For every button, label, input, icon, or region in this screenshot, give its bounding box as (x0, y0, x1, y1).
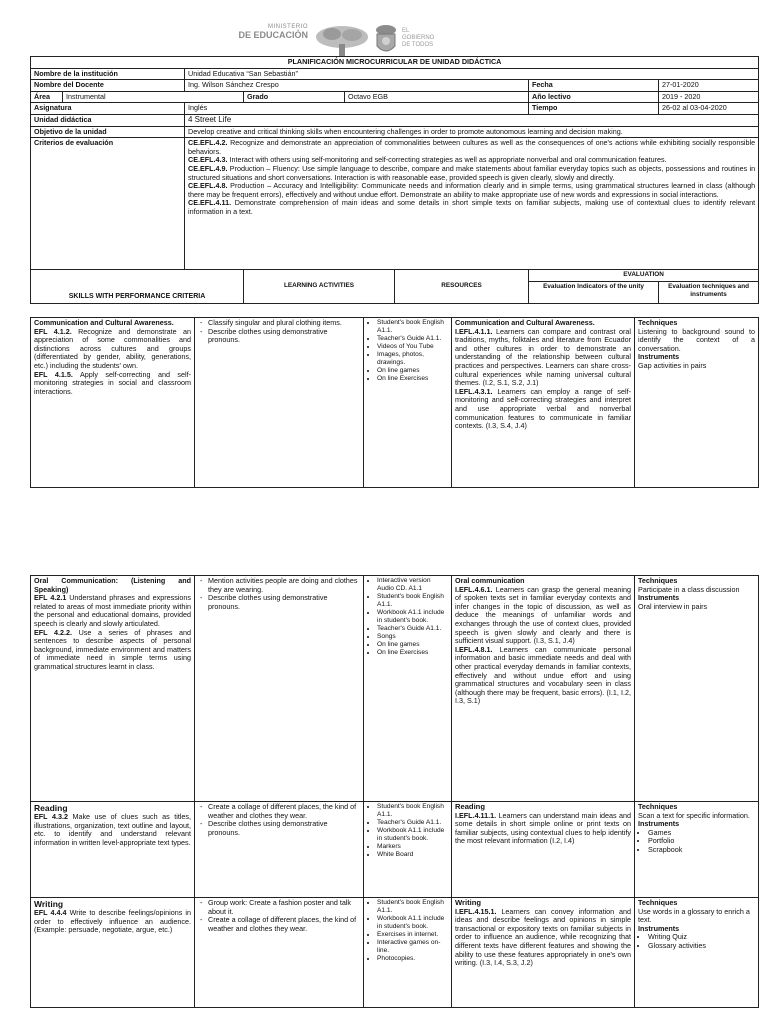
activities-cell (195, 576, 364, 802)
skills-cell: Communication and Cultural Awareness. EFL 4.1.2. Recognize and demonstrate an appreciation of some commonalities and distinctions across cultures and groups (differentiated by gender, ability, generations, etc.) including the students' own. EFL 4.1.5. Apply self-correcting and self-monitoring strategies in social and classroom interactions. (31, 318, 195, 488)
resource-item: • Teacher's Guide A1.1. (377, 819, 448, 827)
docente-value: Ing. Wilson Sánchez Crespo (185, 80, 529, 92)
skills-cell: Oral Communication: (Listening and Speaking) EFL 4.2.1 Understand phrases and expressions related to areas of most immediate priority within the personal and educational domains, provided speech is clearly and slowly articulated. EFL 4.2.2. Use a series of phrases and sentences to describe aspects of personal background, immediate environment and matters of immediate need in simple terms using grammatical structures learnt in class. (31, 576, 195, 802)
col-header-activities: LEARNING ACTIVITIES (244, 270, 395, 304)
activity-item: - Classify singular and plural clothing items. (208, 319, 360, 328)
instrument-item: • Scrapbook (648, 846, 755, 855)
criterio-item: CE.EFL.4.3. Interact with others using self-monitoring and self-correcting strategies as well as appropriate nonverbal and oral communication features. (188, 155, 667, 165)
gobierno-logo: EL GOBIERNO DE TODOS (402, 28, 435, 48)
instrument-item: • Games (648, 829, 755, 838)
unidad-value: 4 Street Life (185, 114, 759, 126)
techniques-cell: Techniques Participate in a class discussion Instruments Oral interview in pairs (635, 576, 759, 802)
resources-cell (364, 576, 452, 802)
resource-item: • Workbook A1.1 include in student's book. (377, 827, 448, 843)
criterio-item: CE.EFL.4.9. Production – Fluency: Use simple language to describe, compare and make statements about familiar everyday topics such as objects, possessions and routines in structured situations and short conversations. Interaction is with reasonable ease, provided speech is given clearly, slowly and directly. (188, 163, 756, 182)
skills-cell: Writing EFL 4.4.4 Write to describe feelings/opinions in order to effectively influence an audience. (Example: persuade, negotiate, argue, etc.) (31, 898, 195, 1008)
resource-item: • Teacher's Guide A1.1. (377, 335, 448, 343)
resource-item: • On line Exercises (377, 375, 448, 383)
resource-item: • Photocopies. (377, 955, 448, 963)
criterio-item: CE.EFL.4.8. Production – Accuracy and Intelligibility: Communicate needs and information clearly and in simple terms, using grammatical structures learned in class (although there may be frequent errors), effectively and without undue effort. Demonstrate an ability to make appropriate use of new words and expressions in social interactions. (188, 181, 756, 199)
resource-item: • Videos of You Tube (377, 343, 448, 351)
fecha-value: 27-01-2020 (659, 80, 759, 92)
anio-value: 2019 - 2020 (659, 91, 759, 103)
indicators-cell: Writing I.EFL.4.15.1. Learners can convey information and ideas and describe feelings and opinions in simple transactional or expository texts on familiar subjects in order to influence an audience, while recognizing that different texts have different features and showing the ability to use these features appropriately in one's own writing. (I.3, I.4, S.3, J.2) (452, 898, 635, 1008)
institucion-label: Nombre de la institución (31, 68, 185, 80)
col-header-evaluation: EVALUATION (529, 270, 759, 282)
asignatura-label: Asignatura (31, 103, 185, 115)
anio-label: Año lectivo (529, 91, 659, 103)
criterio-item: CE.EFL.4.11. Demonstrate comprehension of main ideas and some details in short simple texts on familiar subjects, making use of contextual clues to identify relevant information in a text. (188, 198, 756, 216)
resource-item: • Songs (377, 633, 448, 641)
resources-cell (364, 318, 452, 488)
resource-item: • Teacher's Guide A1.1. (377, 625, 448, 633)
skills-cell: Reading EFL 4.3.2 Make use of clues such as titles, illustrations, organization, text outline and layout, etc. to identify and understand relevant information in written level-appropriate text types. (31, 802, 195, 898)
activity-item: - Group work: Create a fashion poster and talk about it. (208, 899, 360, 916)
institucion-value: Unidad Educativa “San Sebastián” (185, 68, 759, 80)
activity-item: - Describe clothes using demonstrative pronouns. (208, 820, 360, 837)
activities-cell (195, 898, 364, 1008)
col-header-techniques: Evaluation techniques and instruments (659, 281, 759, 303)
objetivo-label: Objetivo de la unidad (31, 126, 185, 138)
grado-label: Grado (244, 91, 345, 103)
document-title: PLANIFICACIÓN MICROCURRICULAR DE UNIDAD DIDÁCTICA (31, 57, 759, 69)
indicators-cell: Communication and Cultural Awareness. I.EFL.4.1.1. Learners can compare and contrast oral traditions, myths, folktales and literature from Ecuador and other cultures in order to demonstrate an understanding of the relationship between cultural practices and perspectives. Learners can share cross-cultural experiences while naming universal cultural themes. (I.2, S.1, S.2, J.1) I.EFL.4.3.1. Learners can employ a range of self-monitoring and self-correcting strategies and interpret and use appropriate verbal and nonverbal communication features to communicate in familiar contexts. (I.3, S.4, J.4) (452, 318, 635, 488)
docente-label: Nombre del Docente (31, 80, 185, 92)
asignatura-value: Inglés (185, 103, 529, 115)
techniques-cell: Techniques Listening to background sound to identify the context of a conversation. Instruments Gap activities in pairs (635, 318, 759, 488)
activity-item: - Describe clothes using demonstrative pronouns. (208, 328, 360, 345)
tiempo-value: 26-02 al 03-04-2020 (659, 103, 759, 115)
criterio-item: CE.EFL.4.2. Recognize and demonstrate an appreciation of commonalities between cultures as well as the consequences of one's actions while exhibiting socially responsible behaviors. (188, 138, 756, 156)
instrument-item: • Portfolio (648, 837, 755, 846)
activity-item: - Create a collage of different places, the kind of weather and clothes they wear. (208, 916, 360, 933)
resource-item: • On line Exercises (377, 649, 448, 657)
resources-cell (364, 802, 452, 898)
objetivo-value: Develop creative and critical thinking skills when encountering challenges in order to promote autonomous learning and decision making. (185, 126, 759, 138)
resource-item: • Student's book English A1.1. (377, 803, 448, 819)
resource-item: • Interactive games on-line. (377, 939, 448, 955)
criterios-label: Criterios de evaluación (31, 138, 185, 270)
resource-item: • Exercises in internet. (377, 931, 448, 939)
resources-cell (364, 898, 452, 1008)
col-header-skills: SKILLS WITH PERFORMANCE CRITERIA (31, 270, 244, 304)
activity-item: - Describe clothes using demonstrative pronouns. (208, 594, 360, 611)
activities-cell (195, 802, 364, 898)
resource-item: • Student's book English A1.1. (377, 593, 448, 609)
instrument-item: • Writing Quiz (648, 933, 755, 942)
resource-item: • Student's book English A1.1. (377, 899, 448, 915)
col-header-resources: RESOURCES (395, 270, 529, 304)
resource-item: • Interactive version Audio CD. A1.1 (377, 577, 448, 593)
indicators-cell: Reading I.EFL.4.11.1. Learners can understand main ideas and some details in short simple online or print texts on familiar subjects, using contextual clues to help identify the most relevant information (I.2, I.4) (452, 802, 635, 898)
grado-value: Octavo EGB (345, 91, 529, 103)
activity-item: - Mention activities people are doing and clothes they are wearing. (208, 577, 360, 594)
resource-item: • Workbook A1.1 include in student's book. (377, 609, 448, 625)
tree-emblem-icon (312, 24, 372, 58)
resource-item: • Markers (377, 843, 448, 851)
coat-of-arms-icon (372, 22, 400, 58)
resource-item: • Images, photos, drawings. (377, 351, 448, 367)
instrument-item: • Glossary activities (648, 942, 755, 951)
techniques-cell: Techniques Scan a text for specific information. Instruments • Games • Portfolio • Scrapbook (635, 802, 759, 898)
activities-cell (195, 318, 364, 488)
resource-item: • On line games (377, 641, 448, 649)
planning-table-page1 (30, 56, 759, 304)
resource-item: • On line games (377, 367, 448, 375)
col-header-indicators: Evaluation Indicators of the unity (529, 281, 659, 303)
resource-item: • Workbook A1.1 include in student's book. (377, 915, 448, 931)
unidad-label: Unidad didáctica (31, 114, 185, 126)
planning-table-page2 (30, 575, 759, 1008)
techniques-cell: Techniques Use words in a glossary to enrich a text. Instruments • Writing Quiz • Glossary activities (635, 898, 759, 1008)
fecha-label: Fecha (529, 80, 659, 92)
planning-row-communication (30, 317, 759, 488)
criterios-list (185, 138, 759, 270)
resource-item: • White Board (377, 851, 448, 859)
header-logos (0, 10, 768, 52)
indicators-cell: Oral communication I.EFL.4.6.1. Learners can grasp the general meaning of spoken texts set in familiar everyday contexts and infer changes in the topic of discussion, as well as deduce the meanings of unfamiliar words and exchanges through the use of context clues, provided speech is given slowly and clearly and there is sufficient visual support. (I.3, S.1, J.4) I.EFL.4.8.1. Learners can communicate personal information and basic immediate needs and deal with other practical everyday demands in familiar contexts, effectively and without undue effort and using grammatical structures and vocabulary seen in class (although there may be frequent, basic errors). (I.1, I.2, I.3, S.1) (452, 576, 635, 802)
resource-item: • Student's book English A1.1. (377, 319, 448, 335)
activity-item: - Create a collage of different places, the kind of weather and clothes they wear. (208, 803, 360, 820)
ministerio-logo: MINISTERIO DE EDUCACIÓN (238, 24, 308, 40)
area-value: Instrumental (63, 91, 244, 103)
tiempo-label: Tiempo (529, 103, 659, 115)
area-label: Área (31, 91, 63, 103)
